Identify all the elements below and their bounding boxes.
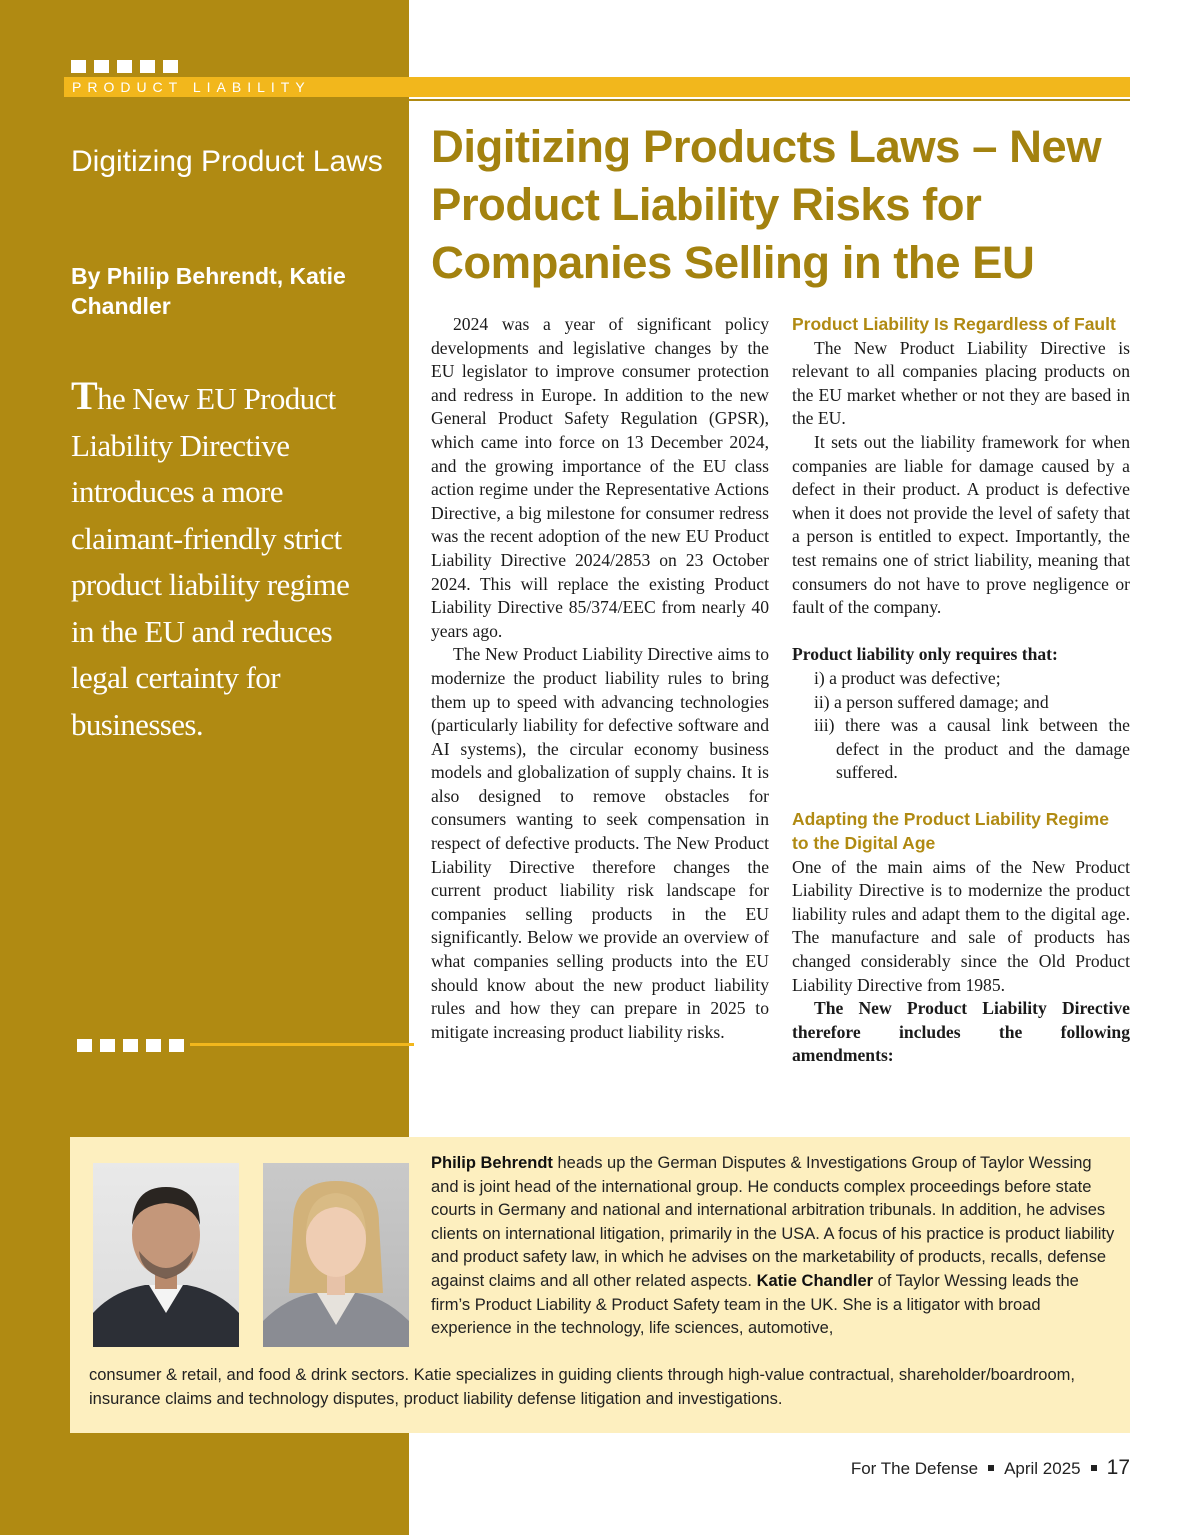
requirements-list [792, 667, 1130, 785]
author-name-philip: Philip Behrendt [431, 1154, 553, 1172]
bio-text-katie: of Taylor Wessing leads the firm’s Product Liability & Product Safety team in the UK. She is a litigator with broad experience in the technology, life sciences, automotive, [431, 1271, 1079, 1338]
sidebar-author: By Philip Behrendt, Katie Chandler [71, 263, 346, 319]
page-number: 17 [1106, 1456, 1130, 1479]
decorative-squares-top [71, 60, 178, 73]
section-label: PRODUCT LIABILITY [72, 79, 311, 95]
paragraph: One of the main aims of the New Product Liability Directive is to modernize the product liability rules and adapt them to the digital age. The manufacture and sale of products has changed considerably since the Old Product Liability Directive from 1985. [792, 856, 1130, 995]
paragraph: The New Product Liability Directive is relevant to all companies placing products on the EU market whether or not they are based in the EU. [792, 337, 1130, 429]
list-item: iii) there was a causal link between the defect in the product and the damage suffered. [814, 715, 1130, 783]
decorative-rule [190, 1043, 414, 1046]
list-item: ii) a person suffered damage; and [814, 691, 1049, 712]
section-rule [409, 99, 1130, 101]
paragraph: 2024 was a year of significant policy developments and legislative changes by the EU legislator to improve consumer protection and redress in Europe. In addition to the new General Product Safety Regulation (GPSR), which came into force on 13 December 2024, and the growing importance of the EU class action regime under the Representative Actions Directive, a big milestone for consumer redress was the recent adoption of the new EU Product Liability Directive 2024/2853 on 23 October 2024. This will replace the existing Product Liability Directive 85/374/EEC from nearly 40 years ago. [431, 314, 769, 641]
article-headline: Digitizing Products Laws – New Product Liability Risks for Companies Selling in the EU [431, 121, 1102, 288]
list-lead: Product liability only requires that: [792, 644, 1058, 665]
author-photo-philip-behrendt [93, 1163, 239, 1347]
footer-publication: For The Defense [850, 1459, 979, 1478]
decorative-squares-bottom [77, 1039, 184, 1052]
paragraph: It sets out the liability framework for when companies are liable for damage caused by a defect in their product. A product is defective when it does not provide the level of safety that a person is entitled to expect. Importantly, the test remains one of strict liability, meaning that consumers do not have to prove negligence or fault of the company. [792, 431, 1130, 618]
paragraph: The New Product Liability Directive aims to modernize the product liability rules to bring them up to speed with advancing technologies (particularly liability for defective software and AI systems), the circular economy business models and globalization of supply chains. It is also designed to remove obstacles for consumers wanting to seek compensation in respect of defective products. The New Product Liability Directive therefore changes the current product liability risk landscape for companies selling products in the EU significantly. Below we provide an overview of what companies selling products into the EU should know about the new product liability rules and how they can prepare in 2025 to mitigate increasing product liability risks. [431, 644, 769, 1042]
page-footer [851, 1456, 1130, 1480]
author-name-katie: Katie Chandler [756, 1271, 874, 1290]
article-column-1 [431, 313, 769, 1044]
pull-quote-text: he New EU Product Liability Directive introduces a more claimant-friendly strict product liability regime in the EU and reduces legal certainty for businesses. [71, 381, 350, 742]
author-bio-text [431, 1152, 1121, 1341]
pull-quote [71, 373, 371, 748]
subheading: Product Liability Is Regardless of Fault [792, 314, 1116, 334]
footer-separator [988, 1465, 994, 1471]
pull-quote-dropcap: T [71, 373, 98, 418]
author-photo-katie-chandler [263, 1163, 409, 1347]
bio-text-philip: heads up the German Disputes & Investigations Group of Taylor Wessing and is joint head of the international group. He conducts complex proceedings before state courts in Germany and national and international arbitration tribunals. In addition, he advises clients on international litigation, primarily in the USA. A focus of his practice is product liability and product safety law, in which he advises on the marketability of products, recalls, defense against claims and all other related aspects. [431, 1154, 1115, 1290]
paragraph: The New Product Liability Directive therefore includes the following amendments: [792, 998, 1130, 1066]
list-item: i) a product was defective; [814, 667, 1001, 688]
article-column-2 [792, 313, 1130, 1068]
sidebar-title: Digitizing Product Laws [71, 145, 383, 178]
footer-date: April 2025 [1004, 1459, 1081, 1478]
author-bio-text-continued: consumer & retail, and food & drink sectors. Katie specializes in guiding clients through high-value contractual, shareholder/boardroom, insurance claims and technology disputes, product liability defense litigation and investigations. [89, 1366, 1075, 1408]
subheading: Adapting the Product Liability Regime to the Digital Age [792, 809, 1109, 854]
footer-separator [1091, 1465, 1097, 1471]
